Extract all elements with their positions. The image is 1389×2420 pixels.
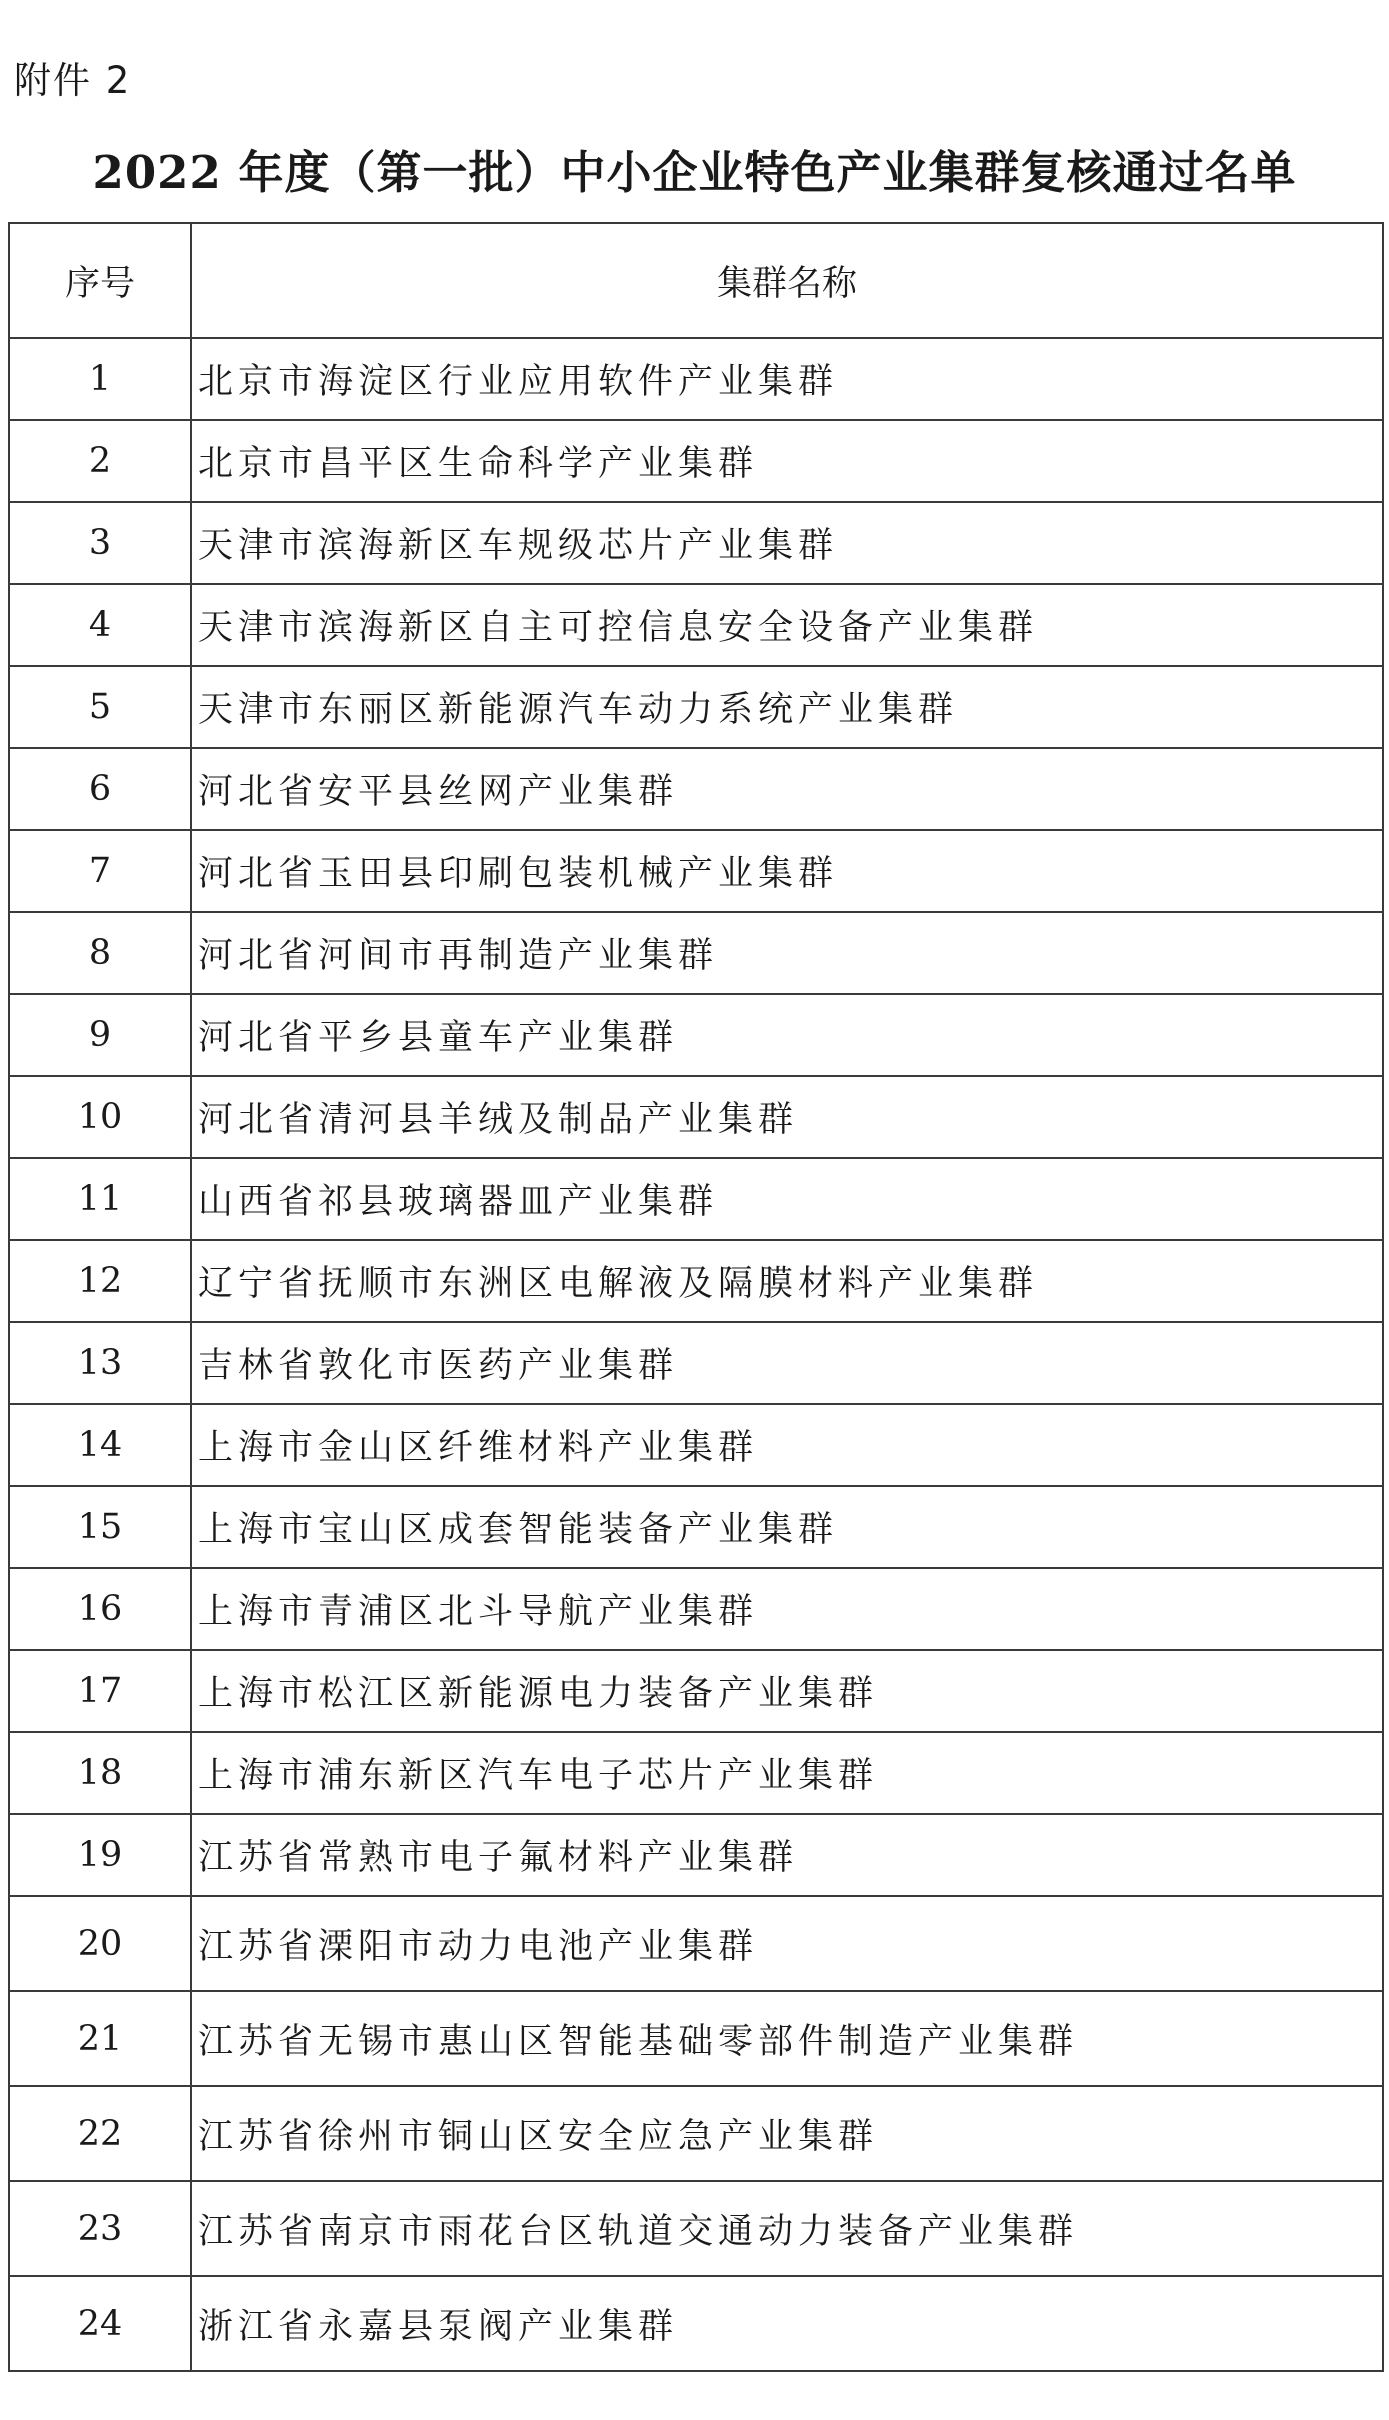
cluster-name: 江苏省南京市雨花台区轨道交通动力装备产业集群 (191, 2181, 1383, 2276)
row-number: 17 (9, 1650, 191, 1732)
cluster-name: 河北省玉田县印刷包装机械产业集群 (191, 830, 1383, 912)
cluster-name: 上海市宝山区成套智能装备产业集群 (191, 1486, 1383, 1568)
row-number: 9 (9, 994, 191, 1076)
row-number: 7 (9, 830, 191, 912)
cluster-name: 天津市滨海新区车规级芯片产业集群 (191, 502, 1383, 584)
document-title: 2022 年度（第一批）中小企业特色产业集群复核通过名单 (92, 146, 1297, 199)
table-row (9, 1896, 1383, 1991)
row-number: 12 (9, 1240, 191, 1322)
cluster-name: 辽宁省抚顺市东洲区电解液及隔膜材料产业集群 (191, 1240, 1383, 1322)
header-serial-number: 序号 (9, 223, 191, 338)
table-row (9, 420, 1383, 502)
row-number: 11 (9, 1158, 191, 1240)
cluster-name: 江苏省无锡市惠山区智能基础零部件制造产业集群 (191, 1991, 1383, 2086)
row-number: 15 (9, 1486, 191, 1568)
row-number: 18 (9, 1732, 191, 1814)
row-number: 22 (9, 2086, 191, 2181)
table-row (9, 1814, 1383, 1896)
row-number: 21 (9, 1991, 191, 2086)
table-row (9, 502, 1383, 584)
row-number: 13 (9, 1322, 191, 1404)
table-row (9, 748, 1383, 830)
row-number: 1 (9, 338, 191, 420)
cluster-name: 天津市滨海新区自主可控信息安全设备产业集群 (191, 584, 1383, 666)
row-number: 20 (9, 1896, 191, 1991)
table-row (9, 1568, 1383, 1650)
row-number: 19 (9, 1814, 191, 1896)
cluster-name: 吉林省敦化市医药产业集群 (191, 1322, 1383, 1404)
table-row (9, 912, 1383, 994)
cluster-name: 河北省清河县羊绒及制品产业集群 (191, 1076, 1383, 1158)
table-row (9, 666, 1383, 748)
table-row (9, 2276, 1383, 2371)
table-row (9, 1404, 1383, 1486)
cluster-name: 北京市昌平区生命科学产业集群 (191, 420, 1383, 502)
cluster-name: 上海市金山区纤维材料产业集群 (191, 1404, 1383, 1486)
table-row (9, 2181, 1383, 2276)
row-number: 2 (9, 420, 191, 502)
cluster-name: 江苏省徐州市铜山区安全应急产业集群 (191, 2086, 1383, 2181)
cluster-name: 江苏省常熟市电子氟材料产业集群 (191, 1814, 1383, 1896)
cluster-name: 河北省安平县丝网产业集群 (191, 748, 1383, 830)
table-row (9, 1486, 1383, 1568)
cluster-list-table (8, 222, 1384, 2372)
row-number: 23 (9, 2181, 191, 2276)
cluster-name: 山西省祁县玻璃器皿产业集群 (191, 1158, 1383, 1240)
cluster-name: 河北省平乡县童车产业集群 (191, 994, 1383, 1076)
row-number: 24 (9, 2276, 191, 2371)
row-number: 4 (9, 584, 191, 666)
cluster-name: 浙江省永嘉县泵阀产业集群 (191, 2276, 1383, 2371)
row-number: 5 (9, 666, 191, 748)
row-number: 6 (9, 748, 191, 830)
row-number: 16 (9, 1568, 191, 1650)
table-row (9, 584, 1383, 666)
table-row (9, 2086, 1383, 2181)
cluster-name: 江苏省溧阳市动力电池产业集群 (191, 1896, 1383, 1991)
table-row (9, 994, 1383, 1076)
row-number: 3 (9, 502, 191, 584)
cluster-name: 上海市松江区新能源电力装备产业集群 (191, 1650, 1383, 1732)
row-number: 8 (9, 912, 191, 994)
row-number: 14 (9, 1404, 191, 1486)
table-row (9, 1158, 1383, 1240)
cluster-name: 上海市浦东新区汽车电子芯片产业集群 (191, 1732, 1383, 1814)
attachment-label: 附件 2 (14, 59, 132, 102)
table-row (9, 1240, 1383, 1322)
table-header-row (9, 223, 1383, 338)
table-row (9, 1076, 1383, 1158)
table-row (9, 338, 1383, 420)
cluster-name: 天津市东丽区新能源汽车动力系统产业集群 (191, 666, 1383, 748)
table-row (9, 830, 1383, 912)
cluster-name: 河北省河间市再制造产业集群 (191, 912, 1383, 994)
row-number: 10 (9, 1076, 191, 1158)
table-row (9, 1732, 1383, 1814)
table-row (9, 1991, 1383, 2086)
table-row (9, 1650, 1383, 1732)
table-row (9, 1322, 1383, 1404)
cluster-name: 北京市海淀区行业应用软件产业集群 (191, 338, 1383, 420)
header-cluster-name: 集群名称 (191, 223, 1383, 338)
cluster-name: 上海市青浦区北斗导航产业集群 (191, 1568, 1383, 1650)
